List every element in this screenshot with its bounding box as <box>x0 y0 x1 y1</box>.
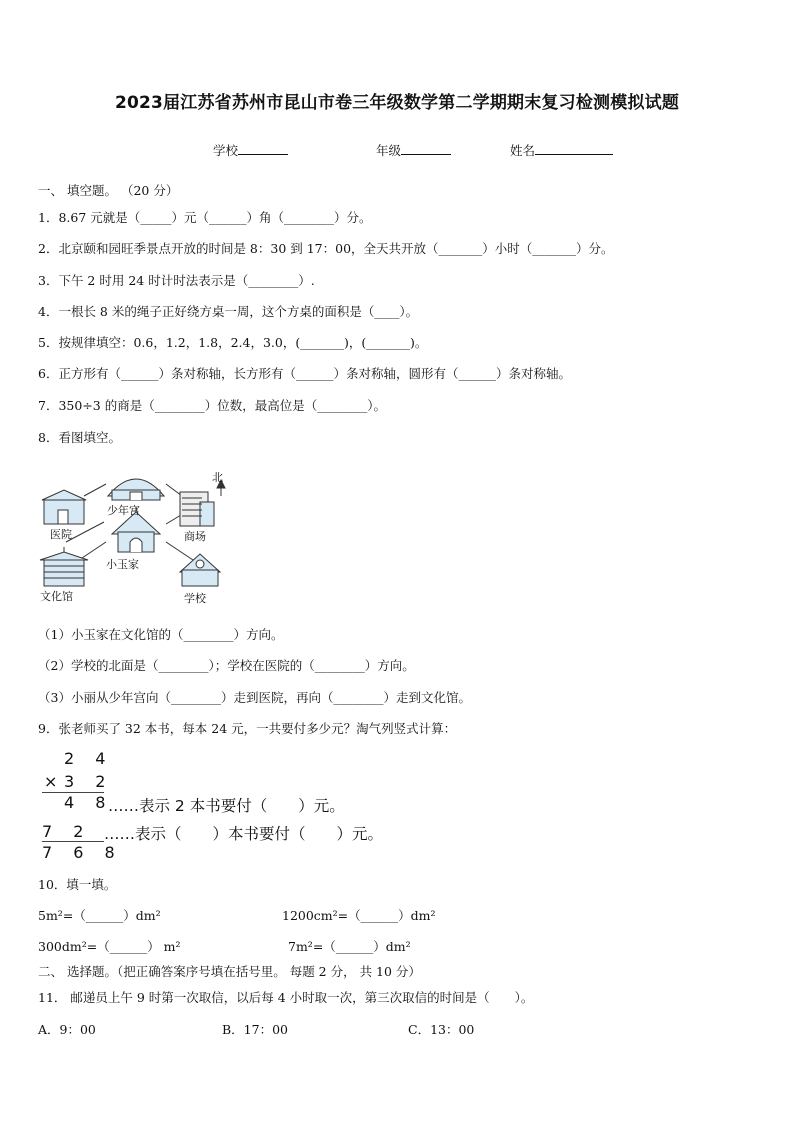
question-11: 11． 邮递员上午 9 时第一次取信，以后每 4 小时取一次，第三次取信的时间是（ ）。 <box>38 990 534 1005</box>
hospital-icon <box>42 490 86 524</box>
question-10: 10．填一填。 <box>38 877 117 892</box>
name-label: 姓名 <box>510 143 536 158</box>
mall-label: 商场 <box>184 530 206 543</box>
question-10-c: 300dm²=（______） m² <box>38 939 181 954</box>
question-9: 9．张老师买了 32 本书，每本 24 元，一共要付多少元？淘气列竖式计算： <box>38 721 457 736</box>
grade-label: 年级 <box>376 143 402 158</box>
calc-row-3-note: ……表示 2 本书要付（ ）元。 <box>108 797 345 815</box>
name-field[interactable] <box>510 141 613 159</box>
page-title: 2023届江苏省苏州市昆山市卷三年级数学第二学期期末复习检测模拟试题 <box>114 93 680 113</box>
map-figure <box>36 462 246 608</box>
calc-row-1: 2 4 <box>64 749 114 768</box>
question-8: 8．看图填空。 <box>38 430 121 445</box>
question-8-3: （3）小丽从少年宫向（________）走到医院，再向（________）走到文化馆。 <box>38 690 471 705</box>
question-10-a: 5m²=（______）dm² <box>38 908 161 923</box>
calc-rule-2 <box>42 841 104 842</box>
calc-row-2: 3 2 <box>64 772 114 791</box>
question-1: 1．8.67 元就是（_____）元（______）角（________）分。 <box>38 210 372 225</box>
calc-row-3: 4 8 <box>64 793 114 812</box>
calc-row-4-note: ……表示（ ）本书要付（ ）元。 <box>104 825 384 843</box>
school-field[interactable] <box>213 141 288 159</box>
question-3: 3．下午 2 时用 24 时计时法表示是（________）. <box>38 273 315 288</box>
home-label: 小玉家 <box>106 558 139 571</box>
calc-times: × <box>44 772 58 791</box>
question-10-b: 1200cm²=（______）dm² <box>282 908 436 923</box>
question-4: 4．一根长 8 米的绳子正好绕方桌一周，这个方桌的面积是（____）。 <box>38 304 419 319</box>
question-5: 5．按规律填空：0.6，1.2，1.8，2.4，3.0，(_______)，(_______)。 <box>38 335 428 350</box>
culture-hall-label: 文化馆 <box>40 590 73 603</box>
option-a: A．9：00 <box>38 1022 96 1037</box>
culture-hall-icon <box>40 552 88 586</box>
question-10-d: 7m²=（______）dm² <box>288 939 411 954</box>
north-label: 北 <box>212 471 223 484</box>
calc-row-5: 7 6 8 <box>42 843 123 862</box>
hospital-label: 医院 <box>50 528 72 541</box>
section-heading-fill: 一、 填空题。 （20 分） <box>38 183 179 198</box>
school-icon <box>180 554 220 586</box>
school-label-map: 学校 <box>184 592 206 605</box>
home-icon <box>112 512 160 552</box>
question-2: 2．北京颐和园旺季景点开放的时间是 8：30 到 17：00，全天共开放（_______）小时（_______）分。 <box>38 241 614 256</box>
youth-palace-icon <box>108 479 164 500</box>
question-8-2: （2）学校的北面是（________）；学校在医院的（________）方向。 <box>38 658 415 673</box>
calc-row-4: 7 2 <box>42 822 92 841</box>
option-c: C．13：00 <box>408 1022 475 1037</box>
section-heading-choice: 二、 选择题。（把正确答案序号填在括号里。 每题 2 分， 共 10 分） <box>38 964 421 979</box>
youth-palace-label: 少年宫 <box>107 504 140 517</box>
school-label: 学校 <box>213 143 239 158</box>
mall-icon <box>180 492 214 526</box>
question-8-1: （1）小玉家在文化馆的（________）方向。 <box>38 627 284 642</box>
question-7: 7．350÷3 的商是（________）位数，最高位是（________）。 <box>38 398 386 413</box>
option-b: B．17：00 <box>222 1022 288 1037</box>
question-6: 6．正方形有（______）条对称轴，长方形有（______）条对称轴，圆形有（______）条对称轴。 <box>38 366 571 381</box>
grade-field[interactable] <box>376 141 451 159</box>
